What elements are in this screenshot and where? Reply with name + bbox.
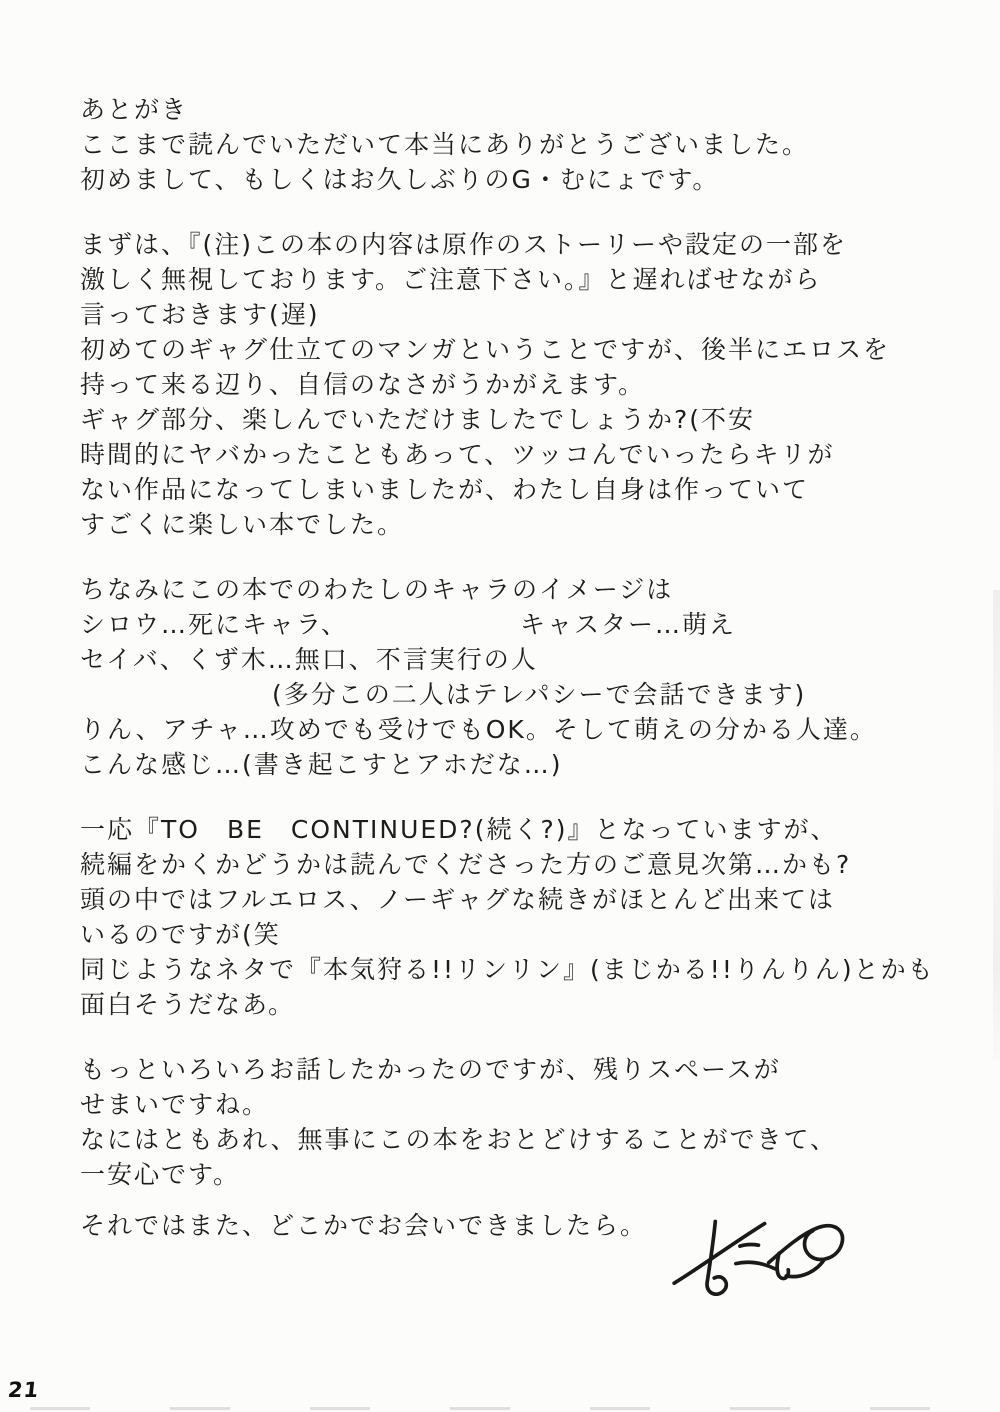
character-image-line	[80, 607, 960, 642]
text-line: まずは、『(注)この本の内容は原作のストーリーや設定の一部を	[80, 230, 848, 259]
text-line: ここまで読んでいただいて本当にありがとうございました。	[80, 130, 810, 159]
signature-drawing	[668, 1196, 853, 1321]
paragraph-closing	[80, 1052, 960, 1192]
text-line: こんな感じ…(書き起こすとアホだな…)	[80, 750, 563, 779]
afterword-text	[80, 92, 960, 1273]
text-line: もっといろいろお話したかったのですが、残りスペースが	[80, 1055, 781, 1084]
text-line: 一応『TO BE CONTINUED?(続く?)』となっていますが、	[80, 815, 838, 844]
text-line: それではまた、どこかでお会いできましたら。	[80, 1211, 648, 1240]
text-line: せまいですね。	[80, 1090, 270, 1119]
paragraph-sequel	[80, 812, 960, 1022]
afterword-title: あとがき	[80, 95, 189, 124]
text-line: 初めまして、もしくはお久しぶりのG・むにょです。	[80, 165, 720, 194]
text-line: 面白そうだなあ。	[80, 990, 296, 1019]
scan-artifact-bottom	[30, 1407, 950, 1410]
text-line-indented: (多分この二人はテレパシーで会話できます)	[272, 680, 807, 709]
text-line: 続編をかくかどうかは読んでくださった方のご意見次第…かも?	[80, 850, 852, 879]
text-line: ない作品になってしまいましたが、わたし自身は作っていて	[80, 475, 810, 504]
signature	[668, 1196, 853, 1321]
text-line: セイバ、くず木…無口、不言実行の人	[80, 645, 538, 674]
text-line: なにはともあれ、無事にこの本をおとどけすることができて、	[80, 1125, 838, 1154]
text-line: 頭の中ではフルエロス、ノーギャグな続きがほとんど出来ては	[80, 885, 836, 914]
scan-artifact-right	[993, 590, 1000, 1060]
text-line: 激しく無視しております。ご注意下さい。』と遅ればせながら	[80, 265, 822, 294]
text-line: 言っておきます(遅)	[80, 300, 320, 329]
paragraph-characters	[80, 572, 960, 782]
text-line: りん、アチャ…攻めでも受けでもOK。そして萌えの分かる人達。	[80, 715, 877, 744]
text-line: ギャグ部分、楽しんでいただけましたでしょうか?(不安	[80, 405, 756, 434]
text-line: いるのですが(笑	[80, 920, 281, 949]
page-number: 21	[6, 1378, 41, 1402]
text-line: すごくに楽しい本でした。	[80, 510, 405, 539]
paragraph-greeting	[80, 92, 960, 197]
paragraph-disclaimer	[80, 227, 960, 542]
text-line: 持って来る辺り、自信のなさがうかがえます。	[80, 370, 646, 399]
text-line: 同じようなネタで『本気狩る!!リンリン』(まじかる!!りんりん)とかも	[80, 955, 935, 984]
text-line: 一安心です。	[80, 1160, 241, 1189]
text-line: 時間的にヤバかったこともあって、ツッコんでいったらキリが	[80, 440, 835, 469]
text-line: ちなみにこの本でのわたしのキャラのイメージは	[80, 575, 674, 604]
text-line: 初めてのギャグ仕立てのマンガということですが、後半にエロスを	[80, 335, 891, 364]
character-caster: キャスター…萌え	[520, 610, 737, 639]
character-shirou: シロウ…死にキャラ、	[80, 610, 349, 639]
